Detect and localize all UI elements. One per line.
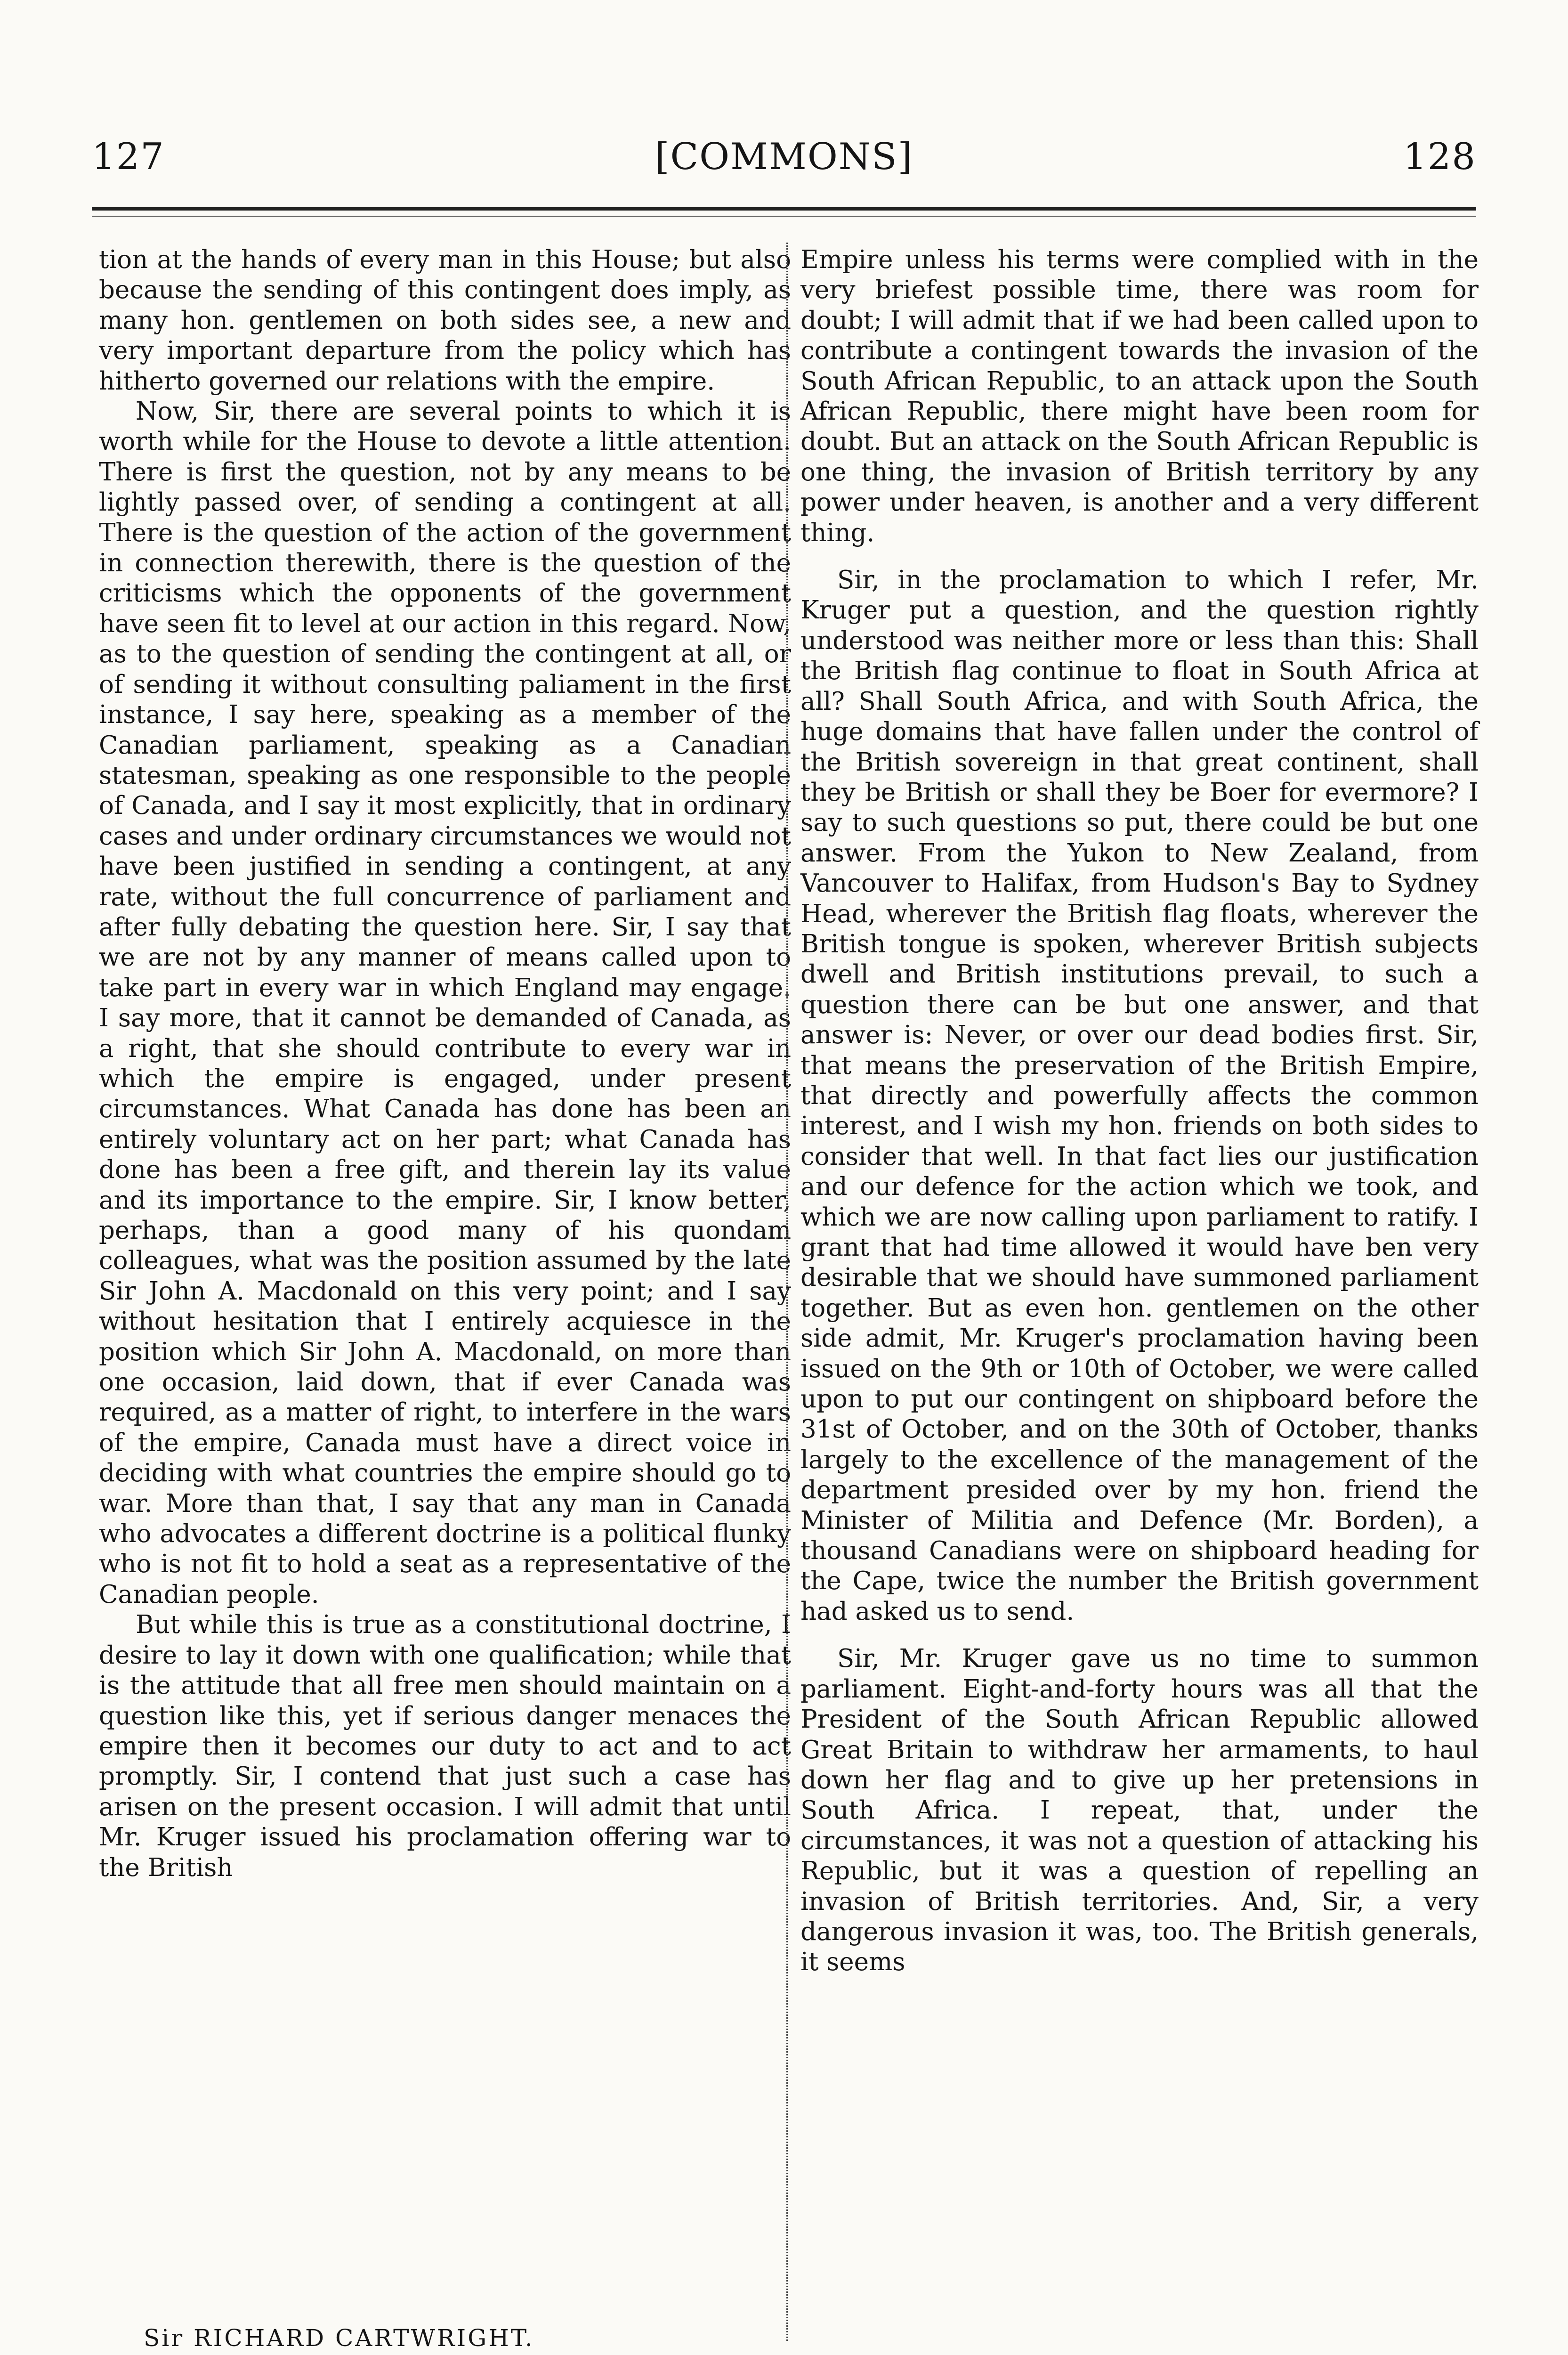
- right-paragraph-1: Empire unless his terms were complied with in the very briefest possible time, there was room for doubt; I will admit that if we had been called upon to contribute a contingent towards the invasion of the South African Republic, to an attack upon the South African Republic, there might have been room for doubt. But an attack on the South African Republic is one thing, the invasion of British territory by any power under heaven, is another and a very different thing.: [800, 245, 1479, 547]
- right-paragraph-3: Sir, Mr. Kruger gave us no time to summon parliament. Eight-and-forty hours was all that the President of the South African Republic allowed Great Britain to withdraw her armaments, to haul down her flag and to give up her pretensions in South Africa. I repeat, that, under the circumstances, it was not a question of attacking his Republic, but it was a question of repelling an invasion of British territories. And, Sir, a very dangerous invasion it was, too. The British generals, it seems: [800, 1644, 1479, 1977]
- header-rule-thick: [92, 207, 1476, 211]
- left-paragraph-2: Now, Sir, there are several points to which it is worth while for the House to devote a little attention. There is first the question, not by any means to be lightly passed over, of sending a contingent at all. There is the question of the action of the government in connection therewith, there is the question of the criticisms which the opponents of the government have seen fit to level at our action in this regard. Now, as to the question of sending the contingent at all, or of sending it without consulting paliament in the first instance, I say here, speaking as a member of the Canadian parliament, speaking as a Canadian statesman, speaking as one responsible to the people of Canada, and I say it most explicitly, that in ordinary cases and under ordinary circumstances we would not have been justified in sending a contingent, at any rate, without the full concurrence of parliament and after fully debating the question here. Sir, I say that we are not by any manner of means called upon to take part in every war in which England may engage. I say more, that it cannot be demanded of Canada, as a right, that she should contribute to every war in which the empire is engaged, under present circumstances. What Canada has done has been an entirely voluntary act on her part; what Canada has done has been a free gift, and therein lay its value and its importance to the empire. Sir, I know better, perhaps, than a good many of his quondam colleagues, what was the position assumed by the late Sir John A. Macdonald on this very point; and I say without hesitation that I entirely acquiesce in the position which Sir John A. Macdonald, on more than one occasion, laid down, that if ever Canada was required, as a matter of right, to interfere in the wars of the empire, Canada must have a direct voice in deciding with what countries the empire should go to war. More than that, I say that any man in Canada who advocates a different doctrine is a political flunky who is not fit to hold a seat as a representative of the Canadian people.: [99, 397, 791, 1609]
- speaker-signature: Sir RICHARD CARTWRIGHT.: [144, 2324, 534, 2352]
- page-number-left: 127: [92, 136, 165, 178]
- running-head: [COMMONS]: [655, 136, 913, 178]
- page-header: [0, 0, 1568, 198]
- column-divider: [786, 243, 788, 2341]
- page-number-right: 128: [1403, 136, 1476, 178]
- right-column: [800, 245, 1479, 1978]
- header-rule-thin: [92, 216, 1476, 217]
- right-paragraph-2: Sir, in the proclamation to which I refer, Mr. Kruger put a question, and the question rightly understood was neither more or less than this: Shall the British flag continue to float in South Africa at all? Shall South Africa, and with South Africa, the huge domains that have fallen under the control of the British sovereign in that great continent, shall they be British or shall they be Boer for evermore? I say to such questions so put, there could be but one answer. From the Yukon to New Zealand, from Vancouver to Halifax, from Hudson's Bay to Sydney Head, wherever the British flag floats, wherever the British tongue is spoken, wherever British subjects dwell and British institutions prevail, to such a question there can be but one answer, and that answer is: Never, or over our dead bodies first. Sir, that means the preservation of the British Empire, that directly and powerfully affects the common interest, and I wish my hon. friends on both sides to consider that well. In that fact lies our justification and our defence for the action which we took, and which we are now calling upon parliament to ratify. I grant that had time allowed it would have ben very desirable that we should have summoned parliament together. But as even hon. gentlemen on the other side admit, Mr. Kruger's proclamation having been issued on the 9th or 10th of October, we were called upon to put our contingent on shipboard before the 31st of October, and on the 30th of October, thanks largely to the excellence of the management of the department presided over by my hon. friend the Minister of Militia and Defence (Mr. Borden), a thousand Canadians were on shipboard heading for the Cape, twice the number the British government had asked us to send.: [800, 566, 1479, 1626]
- left-paragraph-1: tion at the hands of every man in this House; but also because the sending of this contingent does imply, as many hon. gentlemen on both sides see, a new and very important departure from the policy which has hitherto governed our relations with the empire.: [99, 245, 791, 396]
- left-column: [99, 245, 791, 1883]
- left-paragraph-3: But while this is true as a constitutional doctrine, I desire to lay it down with one qualification; while that is the attitude that all free men should maintain on a question like this, yet if serious danger menaces the empire then it becomes our duty to act and to act promptly. Sir, I contend that just such a case has arisen on the present occasion. I will admit that until Mr. Kruger issued his proclamation offering war to the British: [99, 1610, 791, 1882]
